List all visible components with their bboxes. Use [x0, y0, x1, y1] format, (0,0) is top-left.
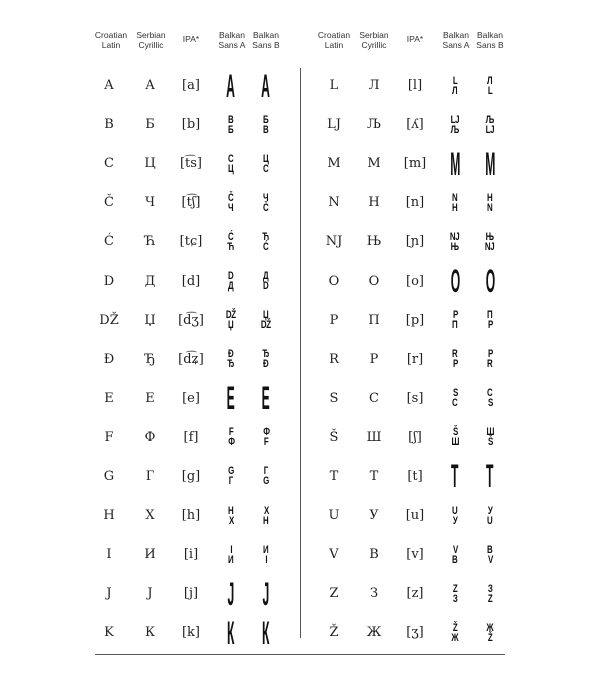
header-croatian-latin-right: Croatian Latin: [317, 30, 351, 50]
cyrillic-letter: Њ: [366, 234, 382, 250]
balkan-sans-b-glyph: [236, 183, 296, 222]
glyph-part: Ć: [263, 240, 269, 253]
glyph-part: К: [262, 614, 270, 651]
cyrillic-letter: Ћ: [144, 234, 156, 250]
glyph-part: М: [449, 145, 461, 182]
cyrillic-letter: Ф: [144, 429, 156, 445]
glyph-part: Х: [263, 504, 269, 517]
ipa-symbol: [k]: [181, 625, 201, 641]
balkan-sans-b-glyph: [236, 418, 296, 457]
glyph-part: Ž: [487, 631, 493, 644]
glyph-part: Ч: [228, 201, 234, 214]
cyrillic-letter: М: [367, 156, 381, 172]
balkan-sans-b-glyph: [460, 535, 520, 574]
latin-letter: H: [103, 508, 115, 524]
glyph-part: NJ: [450, 230, 460, 243]
latin-letter: Ž: [329, 625, 339, 641]
latin-letter: I: [106, 547, 112, 563]
balkan-sans-b-glyph: [236, 340, 296, 379]
balkan-sans-b-glyph: [236, 379, 296, 418]
glyph-part: П: [452, 319, 458, 332]
glyph-part: Х: [228, 514, 234, 527]
cyrillic-letter: К: [144, 625, 156, 641]
glyph-part: Z: [452, 582, 458, 595]
balkan-sans-b-glyph: [236, 457, 296, 496]
glyph-part: Л: [487, 74, 493, 87]
cyrillic-letter: Г: [145, 468, 155, 484]
cyrillic-letter: А: [145, 78, 155, 94]
balkan-sans-b-glyph: [460, 418, 520, 457]
ipa-symbol: [e]: [182, 390, 200, 406]
glyph-part: Б: [228, 123, 234, 136]
balkan-sans-b-glyph: [460, 144, 520, 183]
glyph-part: F: [228, 426, 234, 439]
ipa-symbol: [m]: [403, 156, 427, 172]
balkan-sans-b-glyph: [236, 301, 296, 340]
ipa-symbol: [h]: [181, 508, 201, 524]
glyph-part: N: [487, 201, 493, 214]
cyrillic-letter: П: [368, 312, 380, 328]
glyph-part: А: [226, 67, 236, 104]
cyrillic-letter: Ж: [366, 625, 382, 641]
glyph-part: LJ: [485, 123, 495, 136]
ipa-symbol: [b]: [181, 117, 201, 133]
glyph-part: И: [228, 553, 234, 566]
glyph-part: H: [263, 514, 269, 527]
glyph-part: Н: [487, 191, 493, 204]
glyph-part: L: [487, 84, 493, 97]
glyph-part: I: [230, 543, 232, 556]
header-ipa: IPA*: [182, 34, 200, 44]
glyph-part: Ш: [451, 436, 459, 449]
glyph-part: B: [263, 123, 269, 136]
glyph-part: G: [228, 465, 234, 478]
cyrillic-letter: И: [144, 547, 156, 563]
latin-letter: R: [329, 351, 339, 367]
glyph-part: Ч: [263, 191, 269, 204]
ipa-symbol: [f]: [183, 429, 199, 445]
latin-letter: C: [104, 156, 114, 172]
glyph-part: Ћ: [262, 230, 270, 243]
glyph-part: Њ: [450, 240, 460, 253]
latin-letter: Đ: [103, 351, 115, 367]
latin-letter: K: [104, 625, 114, 641]
glyph-part: Н: [452, 201, 458, 214]
cyrillic-letter: Д: [144, 273, 156, 289]
latin-letter: B: [104, 117, 114, 133]
cyrillic-letter: З: [369, 586, 379, 602]
balkan-sans-b-glyph: [236, 574, 296, 613]
cyrillic-letter: Ђ: [144, 351, 156, 367]
latin-letter: Č: [104, 195, 114, 211]
ipa-symbol: [t͡ʃ]: [181, 195, 201, 211]
glyph-part: А: [261, 67, 271, 104]
latin-letter: Š: [329, 429, 339, 445]
latin-letter: T: [329, 468, 339, 484]
latin-letter: DŽ: [99, 312, 119, 328]
glyph-part: Д: [228, 280, 234, 293]
latin-letter: L: [329, 78, 339, 94]
glyph-part: С: [452, 397, 458, 410]
balkan-sans-b-glyph: [236, 222, 296, 261]
glyph-part: Т: [451, 458, 459, 495]
glyph-part: Ш: [486, 426, 494, 439]
glyph-part: Đ: [263, 358, 269, 371]
header-balkan-sans-a: Balkan Sans A: [218, 30, 246, 50]
glyph-part: D: [263, 280, 269, 293]
glyph-part: H: [228, 504, 234, 517]
ipa-symbol: [i]: [183, 547, 199, 563]
header-balkan-sans-a-right: Balkan Sans A: [442, 30, 470, 50]
glyph-part: U: [487, 514, 493, 527]
cyrillic-letter: Џ: [144, 312, 156, 328]
balkan-sans-b-column-right: [460, 66, 520, 652]
glyph-part: Ф: [227, 436, 235, 449]
cyrillic-letter: Т: [369, 468, 379, 484]
cyrillic-letter: Ш: [366, 429, 382, 445]
glyph-part: F: [263, 436, 269, 449]
glyph-part: DŽ: [226, 309, 236, 322]
ipa-symbol: [p]: [405, 312, 425, 328]
glyph-part: М: [484, 145, 496, 182]
glyph-part: Е: [226, 380, 236, 417]
glyph-part: B: [228, 113, 234, 126]
cyrillic-letter: О: [368, 273, 380, 289]
latin-letter: NJ: [325, 234, 343, 250]
ipa-symbol: [d]: [181, 273, 201, 289]
bottom-rule: [95, 654, 505, 655]
latin-letter: E: [104, 390, 114, 406]
glyph-part: P: [487, 319, 493, 332]
latin-letter: Ć: [104, 234, 114, 250]
glyph-part: Џ: [263, 309, 269, 322]
balkan-sans-b-glyph: [460, 66, 520, 105]
glyph-part: П: [487, 309, 493, 322]
latin-letter: M: [327, 156, 341, 172]
balkan-sans-b-glyph: [236, 144, 296, 183]
balkan-sans-b-glyph: [460, 574, 520, 613]
column-divider: [300, 68, 301, 638]
header-balkan-sans-b-right: Balkan Sans B: [476, 30, 504, 50]
glyph-part: I: [265, 553, 267, 566]
glyph-part: V: [487, 553, 493, 566]
glyph-part: Љ: [485, 113, 495, 126]
latin-letter: D: [103, 273, 115, 289]
glyph-part: Ж: [486, 621, 494, 634]
glyph-part: Џ: [228, 319, 234, 332]
glyph-part: R: [487, 358, 493, 371]
ipa-symbol: [ɲ]: [405, 234, 425, 250]
cyrillic-letter: Х: [145, 508, 155, 524]
ipa-symbol: [d͡ʑ]: [178, 351, 204, 367]
glyph-part: U: [452, 504, 458, 517]
glyph-part: Њ: [485, 230, 495, 243]
ipa-symbol: [a]: [182, 78, 200, 94]
cyrillic-letter: Н: [368, 195, 380, 211]
glyph-part: Е: [261, 380, 271, 417]
cyrillic-letter: Ч: [144, 195, 156, 211]
glyph-part: Ž: [452, 621, 458, 634]
ipa-symbol: [ʒ]: [406, 625, 424, 641]
glyph-part: Ć: [228, 230, 234, 243]
cyrillic-letter: Љ: [366, 117, 382, 133]
ipa-symbol: [tɕ]: [179, 234, 203, 250]
glyph-part: Д: [263, 270, 269, 283]
glyph-part: Š: [487, 436, 493, 449]
ipa-symbol: [r]: [406, 351, 424, 367]
ipa-symbol: [v]: [406, 547, 424, 563]
glyph-part: Љ: [450, 123, 460, 136]
glyph-part: З: [452, 592, 458, 605]
header-serbian-cyrillic-right: Serbian Cyrillic: [359, 30, 389, 50]
balkan-sans-b-glyph: [236, 613, 296, 652]
balkan-sans-b-glyph: [236, 535, 296, 574]
ipa-symbol: [ʃ]: [408, 429, 422, 445]
cyrillic-letter: Ј: [147, 586, 153, 602]
balkan-sans-b-glyph: [460, 222, 520, 261]
glyph-part: C: [263, 162, 269, 175]
glyph-part: Ђ: [262, 348, 270, 361]
ipa-symbol: [g]: [181, 468, 201, 484]
balkan-sans-b-glyph: [460, 457, 520, 496]
glyph-part: З: [487, 582, 493, 595]
glyph-part: Ћ: [227, 240, 235, 253]
glyph-part: Ђ: [227, 358, 235, 371]
glyph-part: C: [228, 152, 234, 165]
balkan-sans-b-glyph: [460, 613, 520, 652]
latin-letter: P: [329, 312, 339, 328]
glyph-part: Г: [228, 475, 234, 488]
glyph-part: DŽ: [261, 319, 271, 332]
ipa-symbol: [n]: [405, 195, 425, 211]
cyrillic-letter: Б: [145, 117, 155, 133]
balkan-sans-b-glyph: [460, 379, 520, 418]
balkan-sans-b-glyph: [236, 66, 296, 105]
glyph-part: N: [452, 191, 458, 204]
latin-letter: J: [106, 586, 112, 602]
glyph-part: Л: [452, 84, 458, 97]
glyph-part: Ц: [228, 162, 234, 175]
balkan-sans-b-glyph: [236, 496, 296, 535]
latin-letter: S: [329, 390, 339, 406]
glyph-part: И: [263, 543, 269, 556]
latin-letter: O: [328, 273, 340, 289]
glyph-part: Б: [263, 113, 269, 126]
glyph-part: Г: [263, 465, 269, 478]
latin-letter: A: [104, 78, 114, 94]
balkan-sans-b-glyph: [236, 261, 296, 300]
glyph-part: G: [263, 475, 269, 488]
ipa-symbol: [j]: [183, 586, 199, 602]
cyrillic-letter: Р: [369, 351, 379, 367]
glyph-part: О: [450, 263, 460, 300]
glyph-part: Т: [486, 458, 494, 495]
glyph-part: О: [485, 263, 495, 300]
glyph-part: Đ: [228, 348, 234, 361]
glyph-part: Р: [452, 358, 458, 371]
glyph-part: В: [452, 553, 458, 566]
glyph-part: К: [227, 614, 235, 651]
header-croatian-latin: Croatian Latin: [94, 30, 128, 50]
header-ipa-right: IPA*: [406, 34, 424, 44]
glyph-part: Z: [487, 592, 493, 605]
glyph-part: Š: [452, 426, 458, 439]
glyph-part: Ц: [263, 152, 269, 165]
balkan-sans-b-glyph: [460, 261, 520, 300]
ipa-symbol: [ʎ]: [406, 117, 424, 133]
glyph-part: Р: [487, 348, 493, 361]
ipa-symbol: [t͡s]: [179, 156, 203, 172]
glyph-part: LJ: [450, 113, 460, 126]
glyph-part: Č: [263, 201, 269, 214]
glyph-part: L: [452, 74, 458, 87]
glyph-part: В: [487, 543, 493, 556]
balkan-sans-b-glyph: [236, 105, 296, 144]
glyph-part: R: [452, 348, 458, 361]
ipa-symbol: [z]: [406, 586, 424, 602]
cyrillic-letter: Л: [368, 78, 380, 94]
header-balkan-sans-b: Balkan Sans B: [252, 30, 280, 50]
glyph-part: P: [452, 309, 458, 322]
cyrillic-letter: У: [369, 508, 379, 524]
cyrillic-letter: С: [369, 390, 379, 406]
ipa-symbol: [t]: [407, 468, 423, 484]
latin-letter: U: [328, 508, 340, 524]
cyrillic-letter: Ц: [144, 156, 156, 172]
glyph-part: У: [452, 514, 458, 527]
glyph-part: D: [228, 270, 234, 283]
ipa-symbol: [d͡ʒ]: [178, 312, 204, 328]
glyph-part: NJ: [485, 240, 495, 253]
balkan-sans-b-glyph: [460, 105, 520, 144]
glyph-part: S: [452, 387, 458, 400]
glyph-part: Ф: [262, 426, 270, 439]
latin-letter: G: [103, 468, 115, 484]
glyph-part: Ј: [262, 575, 270, 612]
balkan-sans-b-glyph: [460, 496, 520, 535]
latin-letter: N: [328, 195, 340, 211]
latin-letter: LJ: [327, 117, 341, 133]
ipa-symbol: [s]: [406, 390, 424, 406]
cyrillic-letter: Е: [145, 390, 155, 406]
glyph-part: V: [452, 543, 458, 556]
balkan-sans-b-column: [236, 66, 296, 652]
balkan-sans-b-glyph: [460, 183, 520, 222]
glyph-part: S: [487, 397, 493, 410]
glyph-part: Ј: [227, 575, 235, 612]
ipa-symbol: [u]: [405, 508, 425, 524]
glyph-part: Č: [228, 191, 234, 204]
glyph-part: У: [487, 504, 493, 517]
latin-letter: Z: [329, 586, 339, 602]
ipa-symbol: [l]: [407, 78, 423, 94]
glyph-part: С: [487, 387, 493, 400]
cyrillic-letter: В: [369, 547, 379, 563]
balkan-sans-b-glyph: [460, 301, 520, 340]
latin-letter: F: [104, 429, 114, 445]
header-serbian-cyrillic: Serbian Cyrillic: [136, 30, 166, 50]
balkan-sans-b-glyph: [460, 340, 520, 379]
latin-letter: V: [329, 547, 339, 563]
ipa-symbol: [o]: [406, 273, 424, 289]
glyph-part: Ж: [451, 631, 459, 644]
